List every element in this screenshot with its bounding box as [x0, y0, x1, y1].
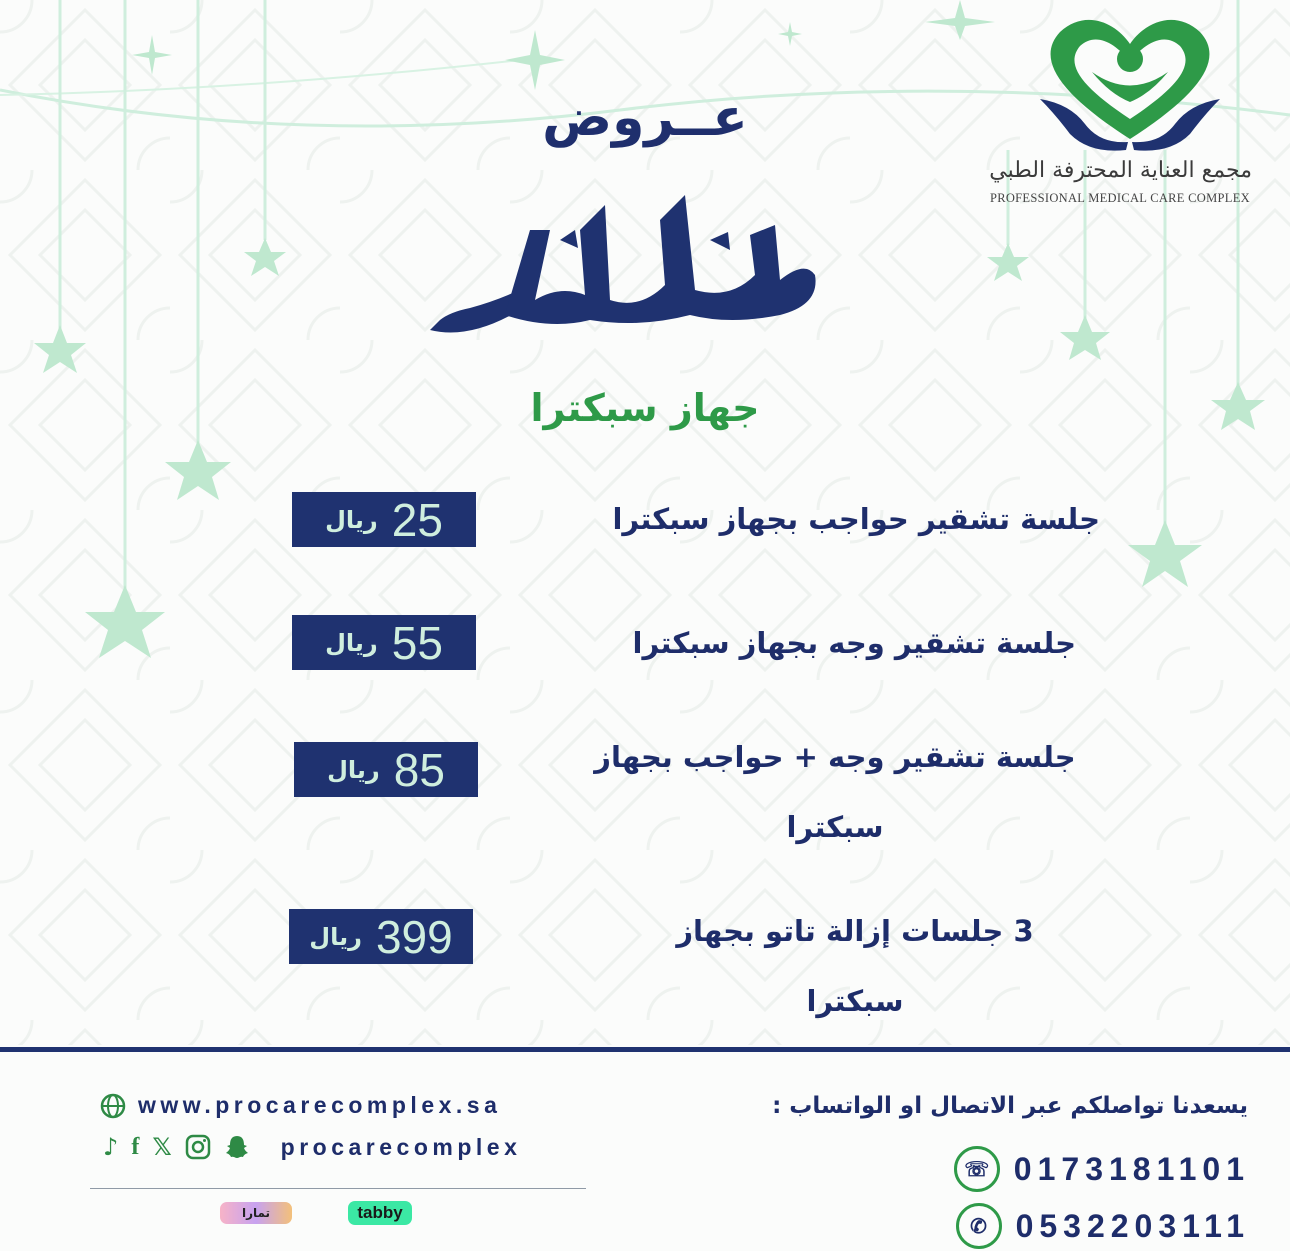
website-text: www.procarecomplex.sa: [138, 1092, 502, 1118]
footer-sub-divider: [90, 1188, 586, 1189]
offer-title: جلسة تشقير وجه + حواجب بجهاز سبكترا: [594, 740, 1076, 844]
price-value: 85: [393, 743, 445, 796]
website-link[interactable]: [100, 1092, 501, 1119]
phone-icon: ☏: [954, 1146, 1000, 1192]
price-value: 55: [391, 616, 443, 669]
offer-title: جلسة تشقير حواجب بجهاز سبكترا: [612, 502, 1100, 536]
brand-name-english: PROFESSIONAL MEDICAL CARE COMPLEX: [989, 191, 1250, 205]
facebook-icon[interactable]: f: [131, 1133, 140, 1160]
price-tag: [292, 492, 476, 547]
offer-title: 3 جلسات إزالة تاتو بجهاز سبكترا: [676, 914, 1034, 1018]
tamara-badge: تمارا: [220, 1202, 292, 1224]
currency-label: ريال: [309, 922, 362, 951]
season-calligraphy: [410, 190, 840, 350]
device-heading: جهاز سبكترا: [530, 386, 760, 430]
social-handle: procarecomplex: [280, 1133, 522, 1160]
instagram-icon[interactable]: [185, 1134, 211, 1160]
currency-label: ريال: [325, 505, 378, 534]
tabby-badge: tabby: [348, 1201, 412, 1225]
social-links: [103, 1133, 521, 1161]
currency-label: ريال: [327, 755, 380, 784]
x-icon[interactable]: 𝕏: [152, 1133, 172, 1161]
offer-title: جلسة تشقير وجه بجهاز سبكترا: [632, 626, 1076, 660]
contact-label: يسعدنا تواصلكم عبر الاتصال او الواتساب :: [772, 1093, 1248, 1119]
globe-icon: [100, 1093, 126, 1119]
brand-name-arabic: مجمع العناية المحترفة الطبي: [989, 158, 1252, 183]
whatsapp-number-text: 0532203111: [1015, 1207, 1250, 1244]
offers-heading: عــروض: [542, 88, 748, 148]
phone-number[interactable]: [954, 1146, 1250, 1192]
tiktok-icon[interactable]: ♪: [103, 1133, 119, 1161]
price-value: 25: [391, 493, 443, 546]
footer-divider: [0, 1047, 1290, 1052]
phone-number-text: 0173181101: [1013, 1150, 1250, 1187]
snapchat-icon[interactable]: [224, 1134, 250, 1160]
price-value: 399: [375, 910, 453, 963]
whatsapp-icon: ✆: [956, 1203, 1002, 1249]
price-tag: [292, 615, 476, 670]
price-tag: [289, 909, 473, 964]
whatsapp-number[interactable]: [956, 1203, 1250, 1249]
heart-hands-logo: [1030, 14, 1230, 159]
price-tag: [294, 742, 478, 797]
currency-label: ريال: [325, 628, 378, 657]
